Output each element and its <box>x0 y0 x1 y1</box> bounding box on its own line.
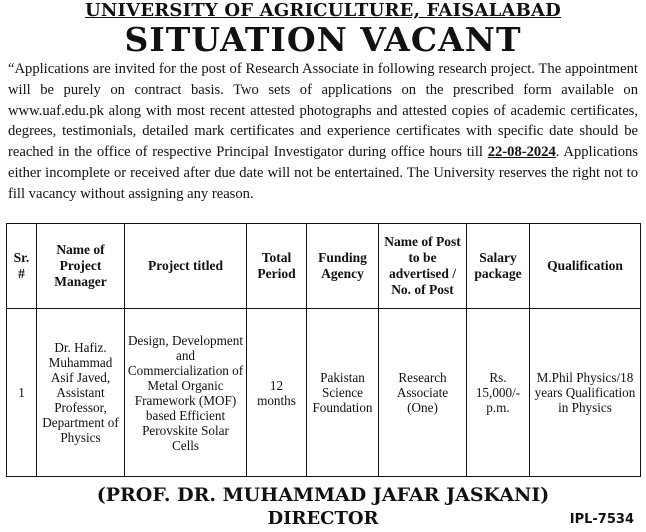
table-header-row <box>7 224 641 309</box>
cell-period: 12 months <box>247 309 307 477</box>
cell-project: Design, Development and Commercialization of Metal Organic Framework (MOF) based Efficient Perovskite Solar Cells <box>125 309 247 477</box>
header-sr: Sr. # <box>7 224 37 309</box>
ad-title: SITUATION VACANT <box>124 20 522 59</box>
cell-agency: Pakistan Science Foundation <box>307 309 379 477</box>
university-name: UNIVERSITY OF AGRICULTURE, FAISALABAD <box>85 0 561 21</box>
cell-salary: Rs. 15,000/- p.m. <box>467 309 530 477</box>
intro-text-end: . Applications either incomplete or received after due date will not be entertained. The University reserves the right not to fill vacancy without assigning any reason. <box>8 144 638 202</box>
director-name: (PROF. DR. MUHAMMAD JAFAR JASKANI) <box>96 484 550 506</box>
intro-text-start: “Applications are invited for the post of Research Associate in following research project. The appointment will be purely on contract basis. Two sets of applications on the prescribed form available on www.uaf.edu.pk along with most recent attested photographs and attested copies of academic certificates, degrees, testimonials, detailed mark certificates and experience certificates with specific date should be reached in the office of respective Principal Investigator during office hours till <box>8 61 638 161</box>
ad-reference-code: IPL-7534 <box>569 512 634 527</box>
header-qualification: Qualification <box>530 224 641 309</box>
header-period: Total Period <box>247 224 307 309</box>
director-title: DIRECTOR <box>267 508 379 529</box>
table-row <box>7 309 641 477</box>
cell-manager: Dr. Hafiz. Muhammad Asif Javed, Assistant Professor, Department of Physics <box>37 309 125 477</box>
header-manager: Name of Project Manager <box>37 224 125 309</box>
vacancy-table <box>6 223 641 477</box>
cell-qualification: M.Phil Physics/18 years Qualification in Physics <box>530 309 641 477</box>
cell-post: Research Associate (One) <box>379 309 467 477</box>
deadline-date: 22-08-2024 <box>487 144 556 161</box>
header-post: Name of Post to be advertised / No. of Post <box>379 224 467 309</box>
header-project: Project titled <box>125 224 247 309</box>
cell-sr: 1 <box>7 309 37 477</box>
header-salary: Salary package <box>467 224 530 309</box>
intro-paragraph <box>8 59 638 205</box>
header-agency: Funding Agency <box>307 224 379 309</box>
